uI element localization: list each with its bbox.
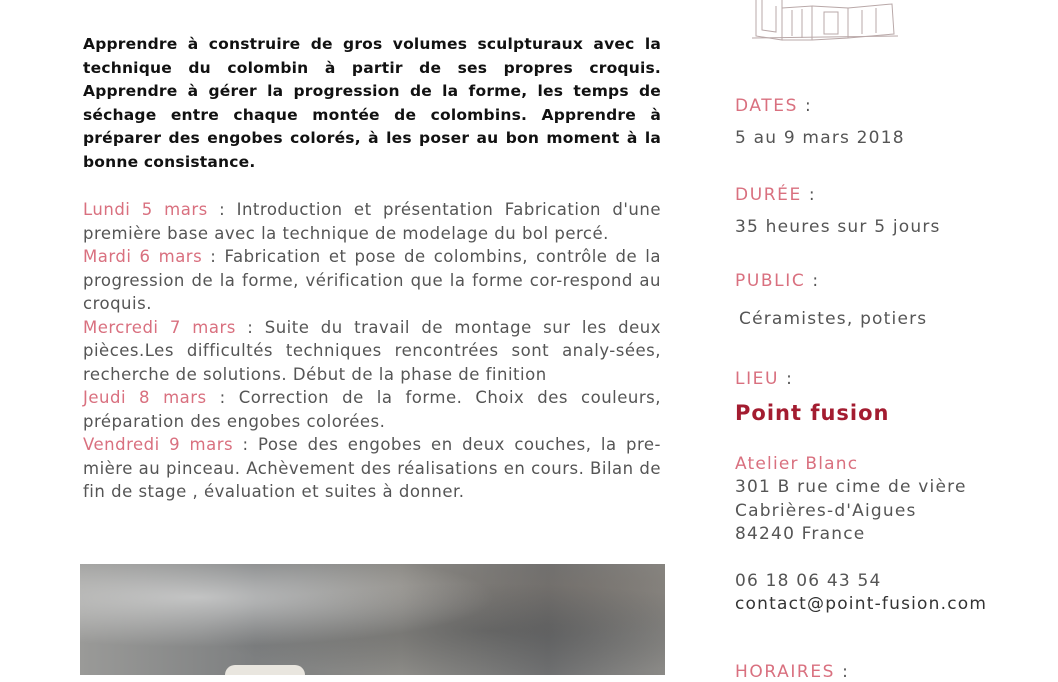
schedule-day: Jeudi 8 mars <box>83 388 207 407</box>
schedule-entry <box>83 245 661 316</box>
schedule-text: Suite du travail de montage sur les deux pièces.Les difficultés techniques rencontrées sont analy-sées, recherche de solutions. Début de la phase de finition <box>83 317 661 384</box>
schedule-text: Introduction et présentation Fabrication d'une première base avec la technique de modelage du bol percé. <box>83 200 661 243</box>
schedule-entry <box>83 198 661 245</box>
lieu-label: LIEU : <box>735 369 794 389</box>
duree-label: DURÉE : <box>735 185 817 205</box>
building-sketch-logo <box>752 0 898 42</box>
schedule-day: Lundi 5 mars <box>83 200 208 219</box>
schedule-separator: : <box>202 247 225 266</box>
brand-name: Point fusion <box>735 401 890 425</box>
workshop-photo <box>80 564 665 675</box>
ceramic-piece <box>225 665 305 675</box>
schedule-entry <box>83 316 661 387</box>
address-line-1: 301 B rue cime de vière <box>735 477 967 497</box>
schedule-separator: : <box>233 435 258 454</box>
schedule-entry <box>83 433 661 504</box>
schedule-entry <box>83 386 661 433</box>
schedule-separator: : <box>207 200 237 219</box>
schedule-text: Fabrication et pose de colombins, contrôle de la progression de la forme, vérification que la forme cor-respond au croquis. <box>83 247 661 313</box>
intro-paragraph: Apprendre à construire de gros volumes sculpturaux avec la technique du colombin à partir de ses propres croquis. Apprendre à gérer la progression de la forme, les temps de séchage entre chaque montée de colombins. Apprendre à préparer des engobes colorés, à les poser au bon moment à la bonne consistance. <box>83 35 661 171</box>
program-schedule <box>83 198 661 504</box>
atelier-name: Atelier Blanc <box>735 454 859 474</box>
schedule-text: Pose des engobes en deux couches, la pre-mière au pinceau. Achèvement des réalisations en cours. Bilan de fin de stage , évaluation et suites à donner. <box>83 435 661 501</box>
schedule-day: Vendredi 9 mars <box>83 435 234 454</box>
address-line-2: Cabrières-d'Aigues <box>735 501 917 521</box>
schedule-day: Mardi 6 mars <box>83 247 203 266</box>
course-description <box>83 33 661 504</box>
horaires-label: HORAIRES : <box>735 662 850 682</box>
schedule-separator: : <box>235 317 265 337</box>
dates-label: DATES : <box>735 96 813 116</box>
schedule-separator: : <box>206 388 239 407</box>
phone-number: 06 18 06 43 54 <box>735 571 882 591</box>
dates-value: 5 au 9 mars 2018 <box>735 128 905 148</box>
schedule-day: Mercredi 7 mars <box>83 317 236 337</box>
public-value: Céramistes, potiers <box>739 309 928 329</box>
email-link[interactable]: contact@point-fusion.com <box>735 594 988 614</box>
schedule-text: Correction de la forme. Choix des couleurs, préparation des engobes colorées. <box>83 388 661 431</box>
public-label: PUBLIC : <box>735 271 820 291</box>
duree-value: 35 heures sur 5 jours <box>735 217 941 237</box>
address-line-3: 84240 France <box>735 524 866 544</box>
